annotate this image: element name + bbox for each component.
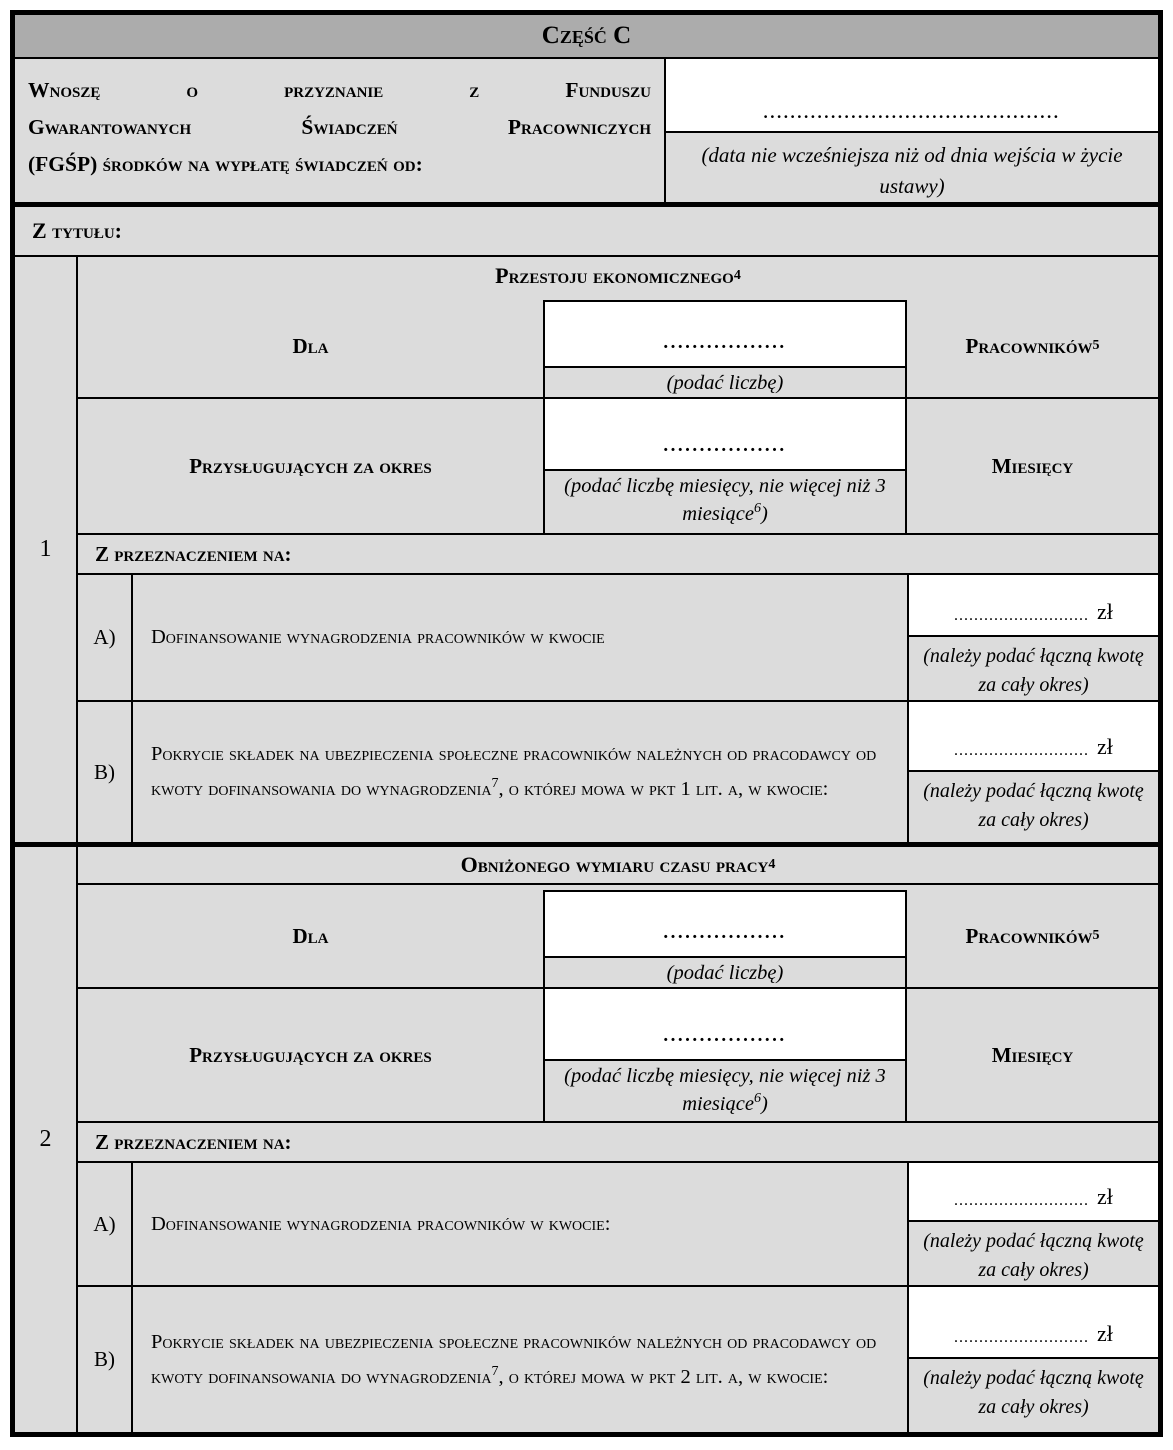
employees-count-field-2[interactable]: ................. [545,892,905,958]
employees-count-field[interactable]: ................. [545,302,905,368]
section-1-number: 1 [15,257,78,842]
date-cell [666,59,1158,202]
months-count-field[interactable]: ................. [545,399,905,471]
item-a-amount-unit: zł [1097,599,1113,624]
date-field[interactable]: ............................................ [666,59,1158,133]
dla-label: Dla [292,333,329,358]
section-1 [15,257,1158,847]
request-row [15,59,1158,207]
dla-label-2: Dla [292,923,329,948]
months-count-stack [543,399,907,533]
employees-count-note-2: (podać liczbę) [666,962,784,984]
item-a-amount-note: (należy podać łączną kwotę za cały okres) [923,645,1144,696]
item-a-amount-dots: ........................... [954,607,1090,624]
employees-count-stack [543,300,907,397]
item-a-letter: A) [78,575,133,700]
request-line-1: Wnoszę o przyznanie z Funduszu [28,78,651,102]
employees-unit-2: Pracowników 5 [965,923,1100,948]
request-statement [15,59,666,202]
section-1-item-b [78,702,1158,842]
item-b-amount-field[interactable] [909,702,1158,772]
months-note-sup: 6 [753,501,761,517]
months-note-post-2: ) [760,1093,768,1115]
section-2 [15,847,1158,1432]
item-b-text [133,702,907,842]
item-a-amount-note-2: (należy podać łączną kwotę za cały okres) [923,1230,1144,1281]
item-a-amount-field[interactable] [909,575,1158,637]
section-1-dla-row [78,295,1158,399]
item-a-amount-unit-2: zł [1097,1184,1113,1209]
section-2-item-a [78,1163,1158,1287]
item-b-text-pre-2: Pokrycie składek na ubezpieczenia społeczne pracowników należnych od pracodawcy od kwoty dofinansowania do wynagrodzenia [151,1330,877,1388]
item-b-amount-note-2: (należy podać łączną kwotę za cały okres) [923,1367,1144,1418]
form-part-c [10,10,1163,1437]
months-count-note [545,471,905,533]
months-count-field-2[interactable]: ................. [545,989,905,1061]
section-1-okres-row [78,399,1158,535]
months-unit: Miesięcy [991,453,1074,478]
months-note-pre-2: (podać liczbę miesięcy, nie więcej niż 3 miesiące [564,1065,886,1115]
employees-count-stack-2 [543,890,907,987]
item-b-amount-dots: ........................... [954,742,1090,759]
section-1-purpose-label: Z przeznaczeniem na: [78,535,1158,575]
item-b-amount-2 [907,1287,1158,1432]
section-2-item-b [78,1287,1158,1432]
item-b-letter-2: B) [78,1287,133,1432]
item-a-amount-2 [907,1163,1158,1285]
item-b-letter: B) [78,702,133,842]
item-b-amount-unit-2: zł [1097,1321,1113,1346]
section-1-body [78,257,1158,842]
item-b-text-2 [133,1287,907,1432]
section-1-title: Przestoju ekonomicznego 4 [495,263,741,288]
item-b-amount-field-2[interactable] [909,1287,1158,1359]
months-unit-2: Miesięcy [991,1042,1074,1067]
section-2-body [78,847,1158,1432]
date-note: (data nie wcześniejsza niż od dnia wejścia w życie ustawy) [701,143,1123,198]
item-a-amount [907,575,1158,700]
item-b-text-sup-2: 7 [491,1363,499,1379]
request-line-2: Gwarantowanych Świadczeń Pracowniczych [28,115,651,139]
section-2-okres-row [78,989,1158,1123]
item-a-amount-field-2[interactable] [909,1163,1158,1222]
item-a-text-pre-2: Dofinansowanie wynagrodzenia pracowników w kwocie: [151,1212,611,1235]
okres-label-2: Przysługujących za okres [189,1042,432,1067]
item-b-amount-note: (należy podać łączną kwotę za cały okres) [923,780,1144,831]
okres-label: Przysługujących za okres [189,453,432,478]
z-tytulu-label: Z tytułu: [15,207,1158,257]
item-b-text-pre: Pokrycie składek na ubezpieczenia społeczne pracowników należnych od pracodawcy od kwoty dofinansowania do wynagrodzenia [151,743,877,800]
item-a-text-2 [133,1163,907,1285]
section-2-title: Obniżonego wymiaru czasu pracy 4 [78,847,1158,885]
item-b-text-sup: 7 [491,776,499,792]
request-line-3: (FGŚP) środków na wypłatę świadczeń od: [28,152,423,176]
months-note-sup-2: 6 [753,1091,761,1107]
item-a-amount-dots-2: ........................... [954,1192,1090,1209]
section-2-number: 2 [15,847,78,1432]
item-b-amount-dots-2: ........................... [954,1329,1090,1346]
item-b-amount-unit: zł [1097,734,1113,759]
employees-unit-text: Pracowników [965,333,1093,358]
item-a-text [133,575,907,700]
employees-unit: Pracowników 5 [965,333,1100,358]
section-1-item-a [78,575,1158,702]
item-b-amount [907,702,1158,842]
item-b-text-post: , o której mowa w pkt 1 lit. a, w kwocie: [498,778,829,800]
section-1-title-text: Przestoju ekonomicznego [495,263,734,288]
item-a-text-pre: Dofinansowanie wynagrodzenia pracowników w kwocie [151,626,605,648]
part-c-header: Część C [15,15,1158,59]
months-count-stack-2 [543,989,907,1121]
section-2-title-text: Obniżonego wymiaru czasu pracy [460,852,769,877]
employees-count-note: (podać liczbę) [666,372,784,394]
item-b-text-post-2: , o której mowa w pkt 2 lit. a, w kwocie: [498,1365,829,1388]
section-2-purpose-label: Z przeznaczeniem na: [78,1123,1158,1163]
months-count-note-2 [545,1061,905,1121]
months-note-pre: (podać liczbę miesięcy, nie więcej niż 3 miesiące [564,475,886,525]
employees-unit-text-2: Pracowników [965,923,1093,948]
section-2-dla-row [78,885,1158,989]
item-a-letter-2: A) [78,1163,133,1285]
months-note-post: ) [760,503,768,525]
